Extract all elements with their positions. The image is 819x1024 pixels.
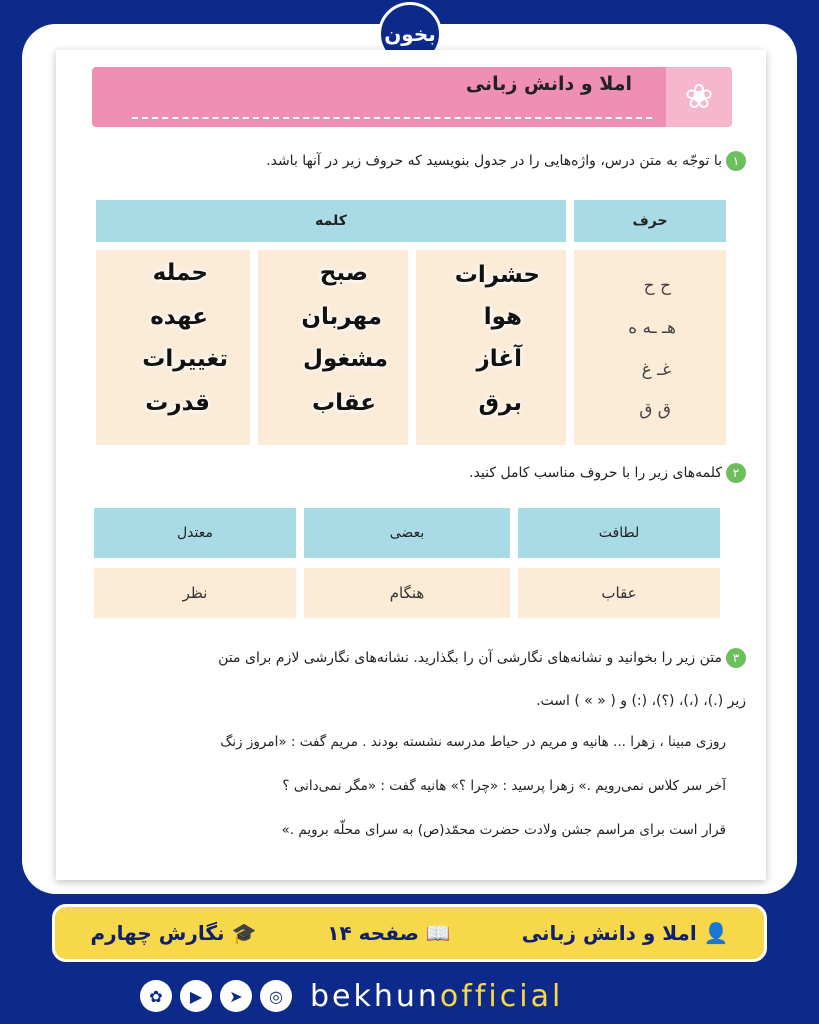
question-1-number: ۱ (726, 151, 746, 171)
footer-book: 🎓 نگارش چهارم (90, 921, 257, 945)
word-2-2: مهربان (301, 304, 382, 330)
textbook-page (56, 50, 766, 880)
question-2 (469, 460, 746, 487)
word-3-4: قدرت (145, 390, 210, 416)
word-1-1: حشرات (454, 262, 540, 288)
youtube-icon[interactable]: ▶ (180, 980, 212, 1012)
letter-q: ق ق (639, 400, 671, 420)
word-column-1 (416, 250, 566, 445)
word-1-2: هوا (483, 304, 522, 330)
question-3-line-2: زیر (.)، (،)، (؟)، (:) و ( « » ) است. (536, 693, 746, 709)
instagram-icon[interactable]: ◎ (260, 980, 292, 1012)
question-2-number: ۲ (726, 463, 746, 483)
letter-gh: غـ غ (641, 360, 671, 380)
word-3-2: عهده (150, 304, 208, 330)
aparat-icon[interactable]: ✿ (140, 980, 172, 1012)
question-3-number: ۳ (726, 648, 746, 668)
q3-sentence-1: روزی مبینا ، زهرا ... هانیه و مریم در حیاط مدرسه نشسته بودند . مریم گفت : «امروز زنگ (220, 734, 726, 750)
letter-h: ح ح (643, 276, 671, 296)
word-2-4: عقاب (311, 390, 376, 416)
header-word: کلمه (96, 200, 566, 242)
question-3-text-1: متن زیر را بخوانید و نشانه‌های نگارشی آن را بگذارید. نشانه‌های نگارشی لازم برای متن (218, 650, 722, 666)
word-1-3: آغاز (476, 346, 522, 372)
footer-subject: 👤 املا و دانش زبانی (521, 921, 729, 945)
question-3 (76, 645, 746, 672)
header-letter: حرف (574, 200, 726, 242)
word-column-3 (96, 250, 250, 445)
footer-bar (52, 904, 767, 962)
word-2-1: صبح (319, 260, 368, 286)
question-1 (266, 148, 746, 175)
question-1-text: با توجّه به متن درس، واژه‌هایی را در جدول بنویسید که حروف زیر در آنها باشد. (266, 153, 722, 169)
brand-name: bekhunofficial (310, 978, 564, 1014)
q3-sentence-3: قرار است برای مراسم جشن ولادت حضرت محمّد(ص) به سرای محلّه برویم .» (281, 822, 726, 838)
q3-sentence-2: آخر سر کلاس نمی‌رویم .» زهرا پرسید : «چرا ؟» هانیه گفت : «مگر نمی‌دانی ؟ (282, 778, 726, 794)
q2-word-3: معتدل (94, 508, 296, 558)
q2-word-2: بعضی (304, 508, 510, 558)
letters-cell (574, 250, 726, 445)
word-column-2 (258, 250, 408, 445)
word-3-1: حمله (152, 260, 208, 286)
bekhun-logo: بخون (378, 2, 442, 66)
q2-word-5: هنگام (304, 568, 510, 618)
q2-word-4: عقاب (518, 568, 720, 618)
title-dashed-line (132, 117, 652, 119)
question-2-text: کلمه‌های زیر را با حروف مناسب کامل کنید. (469, 465, 722, 481)
footer-page: 📖 صفحه ۱۴ (327, 921, 451, 945)
social-bar (140, 976, 700, 1016)
q2-word-6: نظر (94, 568, 296, 618)
telegram-icon[interactable]: ➤ (220, 980, 252, 1012)
tree-icon: ❀ (666, 67, 732, 127)
word-1-4: برق (478, 390, 522, 416)
section-title: املا و دانش زبانی (465, 73, 632, 95)
q2-word-1: لطافت (518, 508, 720, 558)
word-2-3: مشغول (302, 346, 388, 372)
word-3-3: تغییرات (142, 346, 228, 372)
letter-he: هـ ـه ه (628, 318, 676, 338)
section-title-bar (92, 67, 732, 127)
